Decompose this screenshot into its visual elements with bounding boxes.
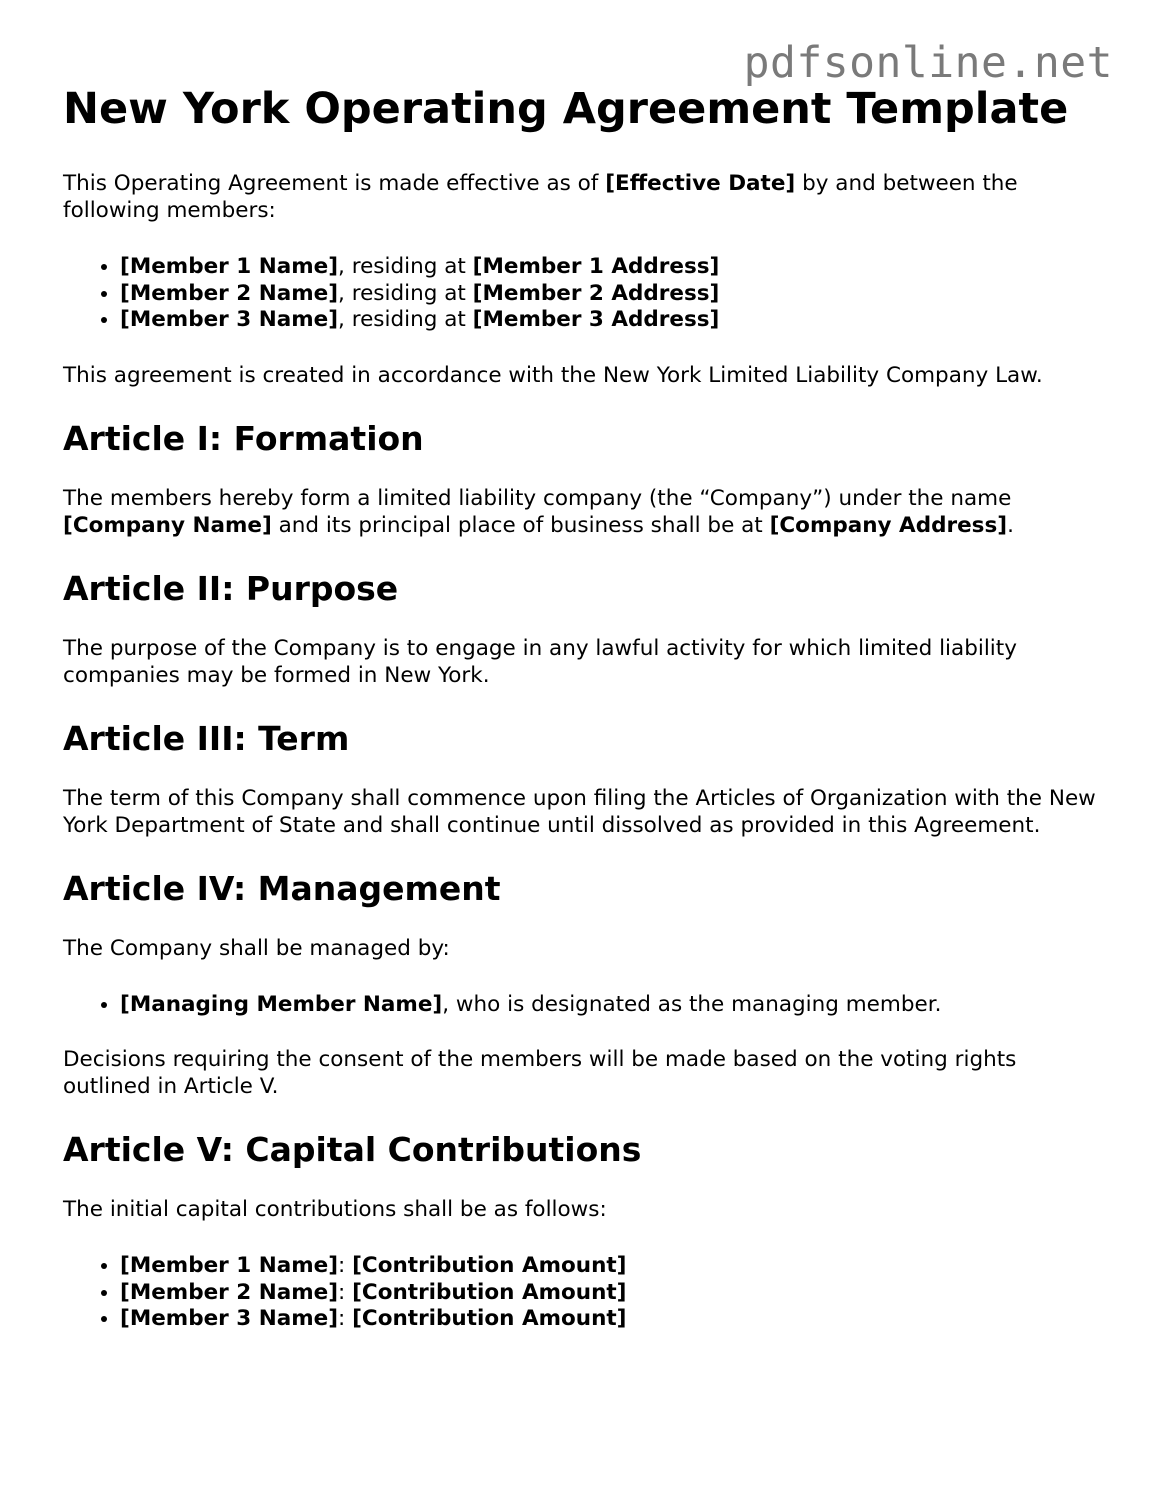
manager-item bbox=[120, 992, 1103, 1019]
company-name-placeholder: [Company Name] bbox=[63, 512, 272, 538]
member-item bbox=[120, 254, 1103, 281]
article-1-before: The members hereby form a limited liability company (the “Company”) under the name bbox=[63, 485, 1012, 511]
managers-list bbox=[63, 992, 1103, 1019]
contribution-item bbox=[120, 1280, 1103, 1307]
intro-paragraph bbox=[63, 170, 1103, 224]
member-name: [Member 1 Name] bbox=[120, 254, 339, 279]
effective-date-placeholder: [Effective Date] bbox=[605, 171, 796, 196]
members-list bbox=[63, 254, 1103, 334]
company-address-placeholder: [Company Address] bbox=[769, 512, 1008, 538]
article-2-text: The purpose of the Company is to engage in any lawful activity for which limited liability companies may be formed in New York. bbox=[63, 635, 1017, 688]
member-address: [Member 1 Address] bbox=[472, 254, 720, 279]
contribution-member-name: [Member 2 Name] bbox=[120, 1279, 339, 1305]
accordance-paragraph: This agreement is created in accordance with the New York Limited Liability Company Law. bbox=[63, 362, 1043, 388]
article-4-heading: Article IV: Management bbox=[63, 868, 501, 908]
watermark: pdfsonline.net bbox=[743, 38, 1113, 88]
member-name: [Member 2 Name] bbox=[120, 280, 339, 306]
document-title: New York Operating Agreement Template bbox=[63, 84, 1069, 134]
article-1-end: . bbox=[1007, 512, 1014, 538]
contribution-item bbox=[120, 1253, 1103, 1280]
contribution-member-name: [Member 3 Name] bbox=[120, 1306, 339, 1331]
article-3-text: The term of this Company shall commence upon filing the Articles of Organization with the New York Department of State and shall continue until dissolved as provided in this Agreement. bbox=[63, 785, 1096, 838]
article-2-heading: Article II: Purpose bbox=[63, 568, 399, 608]
contribution-sep: : bbox=[338, 1306, 353, 1331]
article-5-heading: Article V: Capital Contributions bbox=[63, 1130, 642, 1169]
member-connector: , residing at bbox=[338, 254, 473, 279]
contribution-sep: : bbox=[338, 1253, 353, 1278]
contributions-list bbox=[63, 1253, 1103, 1333]
member-connector: , residing at bbox=[338, 280, 473, 306]
intro-after: by and between the following members: bbox=[63, 171, 1018, 223]
article-4-intro: The Company shall be managed by: bbox=[63, 935, 450, 961]
contribution-item bbox=[120, 1306, 1103, 1333]
article-4-decisions: Decisions requiring the consent of the members will be made based on the voting rights outlined in Article V. bbox=[63, 1047, 1017, 1099]
contribution-amount: [Contribution Amount] bbox=[352, 1253, 627, 1278]
article-3-heading: Article III: Term bbox=[63, 718, 350, 758]
managing-member-name: [Managing Member Name] bbox=[120, 991, 443, 1017]
article-1-middle: and its principal place of business shall be at bbox=[271, 512, 770, 538]
member-address: [Member 3 Address] bbox=[472, 307, 720, 332]
contribution-amount: [Contribution Amount] bbox=[352, 1279, 627, 1305]
article-1-heading: Article I: Formation bbox=[63, 418, 424, 458]
member-item bbox=[120, 281, 1103, 308]
member-address: [Member 2 Address] bbox=[472, 280, 720, 306]
contribution-amount: [Contribution Amount] bbox=[352, 1306, 627, 1331]
article-5-intro: The initial capital contributions shall be as follows: bbox=[63, 1197, 607, 1222]
document-page bbox=[63, 82, 1103, 1361]
contribution-sep: : bbox=[338, 1279, 353, 1305]
managing-member-suffix: , who is designated as the managing member. bbox=[442, 991, 942, 1017]
member-name: [Member 3 Name] bbox=[120, 307, 339, 332]
member-connector: , residing at bbox=[338, 307, 473, 332]
contribution-member-name: [Member 1 Name] bbox=[120, 1253, 339, 1278]
intro-before: This Operating Agreement is made effective as of bbox=[63, 171, 606, 196]
article-1-text bbox=[63, 485, 1103, 539]
member-item bbox=[120, 307, 1103, 334]
